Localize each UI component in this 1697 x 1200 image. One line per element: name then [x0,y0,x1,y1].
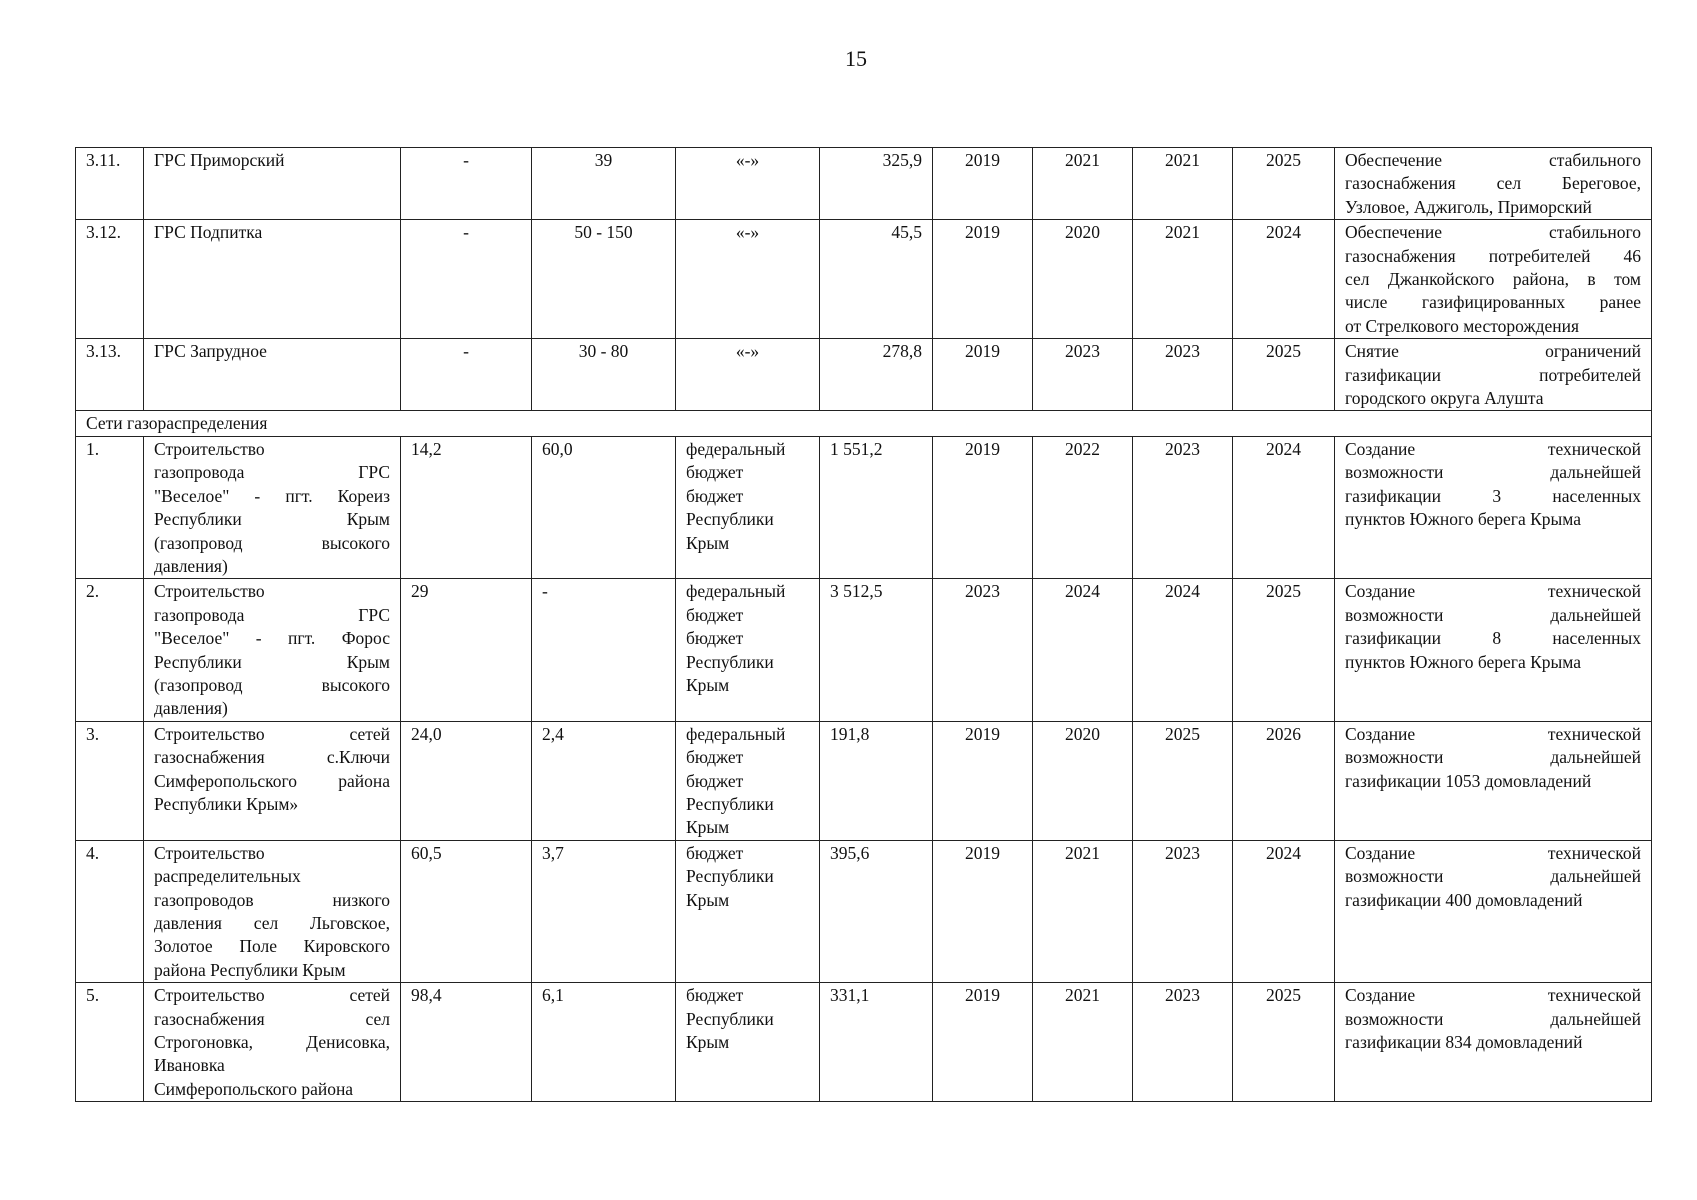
table-section-header [76,411,1652,436]
result-text-line: сел Джанкойского района, в том [1345,269,1641,290]
funding-source [676,983,820,1102]
year-build: 2024 [1133,579,1233,721]
object-name-line: газопроводов низкого [154,889,390,910]
result-text-line: возможности дальнейшей [1345,866,1641,887]
year-design: 2020 [1033,721,1133,840]
length-value: 98,4 [401,983,532,1102]
year-build: 2025 [1133,721,1233,840]
result-text-line: Создание технической [1345,985,1641,1006]
result-text-line: пунктов Южного берега Крыма [1345,509,1582,530]
object-name-line: района Республики Крым [154,959,346,980]
funding-source [676,840,820,982]
object-name-line: (газопровод высокого [154,532,390,553]
result-text-line: городского округа Алушта [1345,388,1544,409]
object-name-line: Симферопольского района [154,1078,354,1099]
row-number: 2. [76,579,144,721]
funding-source-line: Крым [686,532,730,553]
object-name: ГРС Приморский [144,148,401,220]
length-value: - [401,148,532,220]
capacity-value: 39 [532,148,676,220]
year-build: 2023 [1133,339,1233,411]
object-name-line: Строительство [154,438,265,459]
capacity-value: 50 - 150 [532,220,676,339]
funding-source-line: Республики [686,1008,774,1029]
year-design: 2024 [1033,579,1133,721]
funding-source-line: федеральный [686,723,786,744]
result-text-line: газификации 8 населенных [1345,628,1641,649]
result-text-line: возможности дальнейшей [1345,1008,1641,1029]
funding-source-line: Крым [686,1032,730,1053]
funding-source: «-» [676,339,820,411]
length-value: 14,2 [401,436,532,578]
year-commission: 2025 [1233,579,1335,721]
result-text-line: пунктов Южного берега Крыма [1345,651,1582,672]
object-name-line: газопровода ГРС [154,604,390,625]
object-name: ГРС Подпитка [144,220,401,339]
cost-value: 191,8 [820,721,933,840]
result-text-line: газоснабжения потребителей 46 [1345,245,1641,266]
result-text [1335,220,1652,339]
table-row [76,220,1652,339]
result-text-line: возможности дальнейшей [1345,747,1641,768]
table-row [76,339,1652,411]
table-body-grs [76,148,1652,411]
section-title: Сети газораспределения [76,411,1652,436]
object-name-line: Ивановка [154,1055,225,1076]
object-name-line: Республики Крым» [154,793,299,814]
result-text-line: газификации потребителей [1345,364,1641,385]
funding-source-line: Республики [686,509,774,530]
result-text-line: газификации 3 населенных [1345,485,1641,506]
length-value: - [401,339,532,411]
capacity-value: 6,1 [532,983,676,1102]
funding-source-line: бюджет [686,485,744,506]
result-text-line: Создание технической [1345,438,1641,459]
capacity-value: 3,7 [532,840,676,982]
result-text-line: газоснабжения сел Береговое, [1345,173,1641,194]
year-build: 2021 [1133,220,1233,339]
table-row [76,983,1652,1102]
result-text-line: Снятие ограничений [1345,341,1641,362]
year-commission: 2025 [1233,983,1335,1102]
result-text-line: числе газифицированных ранее [1345,292,1641,313]
year-design: 2021 [1033,840,1133,982]
table-row [76,840,1652,982]
object-name-line: Республики Крым [154,651,390,672]
year-design: 2022 [1033,436,1133,578]
length-value: - [401,220,532,339]
funding-source: «-» [676,148,820,220]
result-text [1335,840,1652,982]
capacity-value: 60,0 [532,436,676,578]
result-text-line: Обеспечение стабильного [1345,222,1641,243]
object-name-line: Республики Крым [154,509,390,530]
funding-source-line: Республики [686,651,774,672]
table-row [76,148,1652,220]
funding-source-line: Крым [686,889,730,910]
table-row [76,436,1652,578]
year-commission: 2024 [1233,840,1335,982]
object-name: ГРС Запрудное [144,339,401,411]
object-name [144,840,401,982]
result-text-line: газификации 400 домовладений [1345,889,1583,910]
row-number: 1. [76,436,144,578]
year-build: 2023 [1133,436,1233,578]
result-text [1335,339,1652,411]
funding-source-line: Республики [686,866,774,887]
result-text-line: Обеспечение стабильного [1345,150,1641,170]
length-value: 29 [401,579,532,721]
table-row [76,721,1652,840]
year-start: 2019 [933,983,1033,1102]
result-text-line: возможности дальнейшей [1345,462,1641,483]
cost-value: 278,8 [820,339,933,411]
year-design: 2021 [1033,148,1133,220]
year-commission: 2026 [1233,721,1335,840]
funding-source [676,579,820,721]
section-row [76,411,1652,436]
funding-source-line: бюджет [686,747,744,768]
result-text-line: газификации 834 домовладений [1345,1032,1583,1053]
year-commission: 2024 [1233,220,1335,339]
result-text [1335,436,1652,578]
object-name-line: Строительство [154,581,265,602]
object-name-line: газопровода ГРС [154,462,390,483]
object-name-line: (газопровод высокого [154,674,390,695]
result-text-line: от Стрелкового месторождения [1345,315,1580,336]
object-name-line: давления) [154,698,228,719]
year-start: 2019 [933,148,1033,220]
year-start: 2019 [933,436,1033,578]
funding-source-line: федеральный [686,581,786,602]
object-name-line: Золотое Поле Кировского [154,936,390,957]
row-number: 3.13. [76,339,144,411]
capacity-value: 30 - 80 [532,339,676,411]
result-text [1335,721,1652,840]
table-body-networks [76,436,1652,1101]
row-number: 3.11. [76,148,144,220]
table-row [76,579,1652,721]
funding-source-line: бюджет [686,628,744,649]
year-commission: 2024 [1233,436,1335,578]
result-text [1335,983,1652,1102]
year-build: 2023 [1133,840,1233,982]
year-start: 2019 [933,721,1033,840]
cost-value: 331,1 [820,983,933,1102]
funding-source-line: Республики [686,793,774,814]
funding-source [676,721,820,840]
funding-source [676,436,820,578]
capacity-value: - [532,579,676,721]
year-commission: 2025 [1233,148,1335,220]
object-name-line: газоснабжения с.Ключи [154,747,390,768]
object-name [144,983,401,1102]
object-name-line: Строительство сетей [154,985,390,1006]
capacity-value: 2,4 [532,721,676,840]
object-name-line: газоснабжения сел [154,1008,390,1029]
year-start: 2023 [933,579,1033,721]
funding-source-line: бюджет [686,604,744,625]
row-number: 3.12. [76,220,144,339]
funding-source-line: бюджет [686,842,744,863]
result-text-line: возможности дальнейшей [1345,604,1641,625]
year-design: 2020 [1033,220,1133,339]
year-build: 2021 [1133,148,1233,220]
object-name-line: "Веселое" - пгт. Форос [154,628,390,649]
result-text-line: Создание технической [1345,723,1641,744]
funding-source-line: федеральный [686,438,786,459]
result-text-line: Создание технической [1345,842,1641,863]
object-name-line: распределительных [154,866,301,887]
result-text [1335,148,1652,220]
funding-source-line: Крым [686,817,730,838]
object-name-line: Строительство [154,842,265,863]
result-text [1335,579,1652,721]
year-start: 2019 [933,840,1033,982]
row-number: 4. [76,840,144,982]
year-design: 2023 [1033,339,1133,411]
object-name-line: Строительство сетей [154,723,390,744]
investment-table [75,147,1652,1102]
year-build: 2023 [1133,983,1233,1102]
result-text-line: Создание технической [1345,581,1641,602]
object-name-line: Строгоновка, Денисовка, [154,1032,390,1053]
cost-value: 3 512,5 [820,579,933,721]
cost-value: 1 551,2 [820,436,933,578]
year-start: 2019 [933,220,1033,339]
year-design: 2021 [1033,983,1133,1102]
year-start: 2019 [933,339,1033,411]
cost-value: 395,6 [820,840,933,982]
row-number: 5. [76,983,144,1102]
funding-source-line: бюджет [686,985,744,1006]
funding-source-line: бюджет [686,770,744,791]
funding-source-line: бюджет [686,462,744,483]
row-number: 3. [76,721,144,840]
length-value: 24,0 [401,721,532,840]
object-name-line: Симферопольского района [154,770,390,791]
object-name [144,579,401,721]
object-name-line: "Веселое" - пгт. Кореиз [154,485,390,506]
page-number: 15 [845,46,867,71]
result-text-line: Узловое, Аджиголь, Приморский [1345,196,1592,217]
funding-source: «-» [676,220,820,339]
object-name-line: давления) [154,555,228,576]
funding-source-line: Крым [686,674,730,695]
object-name [144,721,401,840]
year-commission: 2025 [1233,339,1335,411]
cost-value: 325,9 [820,148,933,220]
result-text-line: газификации 1053 домовладений [1345,770,1592,791]
length-value: 60,5 [401,840,532,982]
object-name-line: давления сел Льговское, [154,913,390,933]
object-name [144,436,401,578]
cost-value: 45,5 [820,220,933,339]
